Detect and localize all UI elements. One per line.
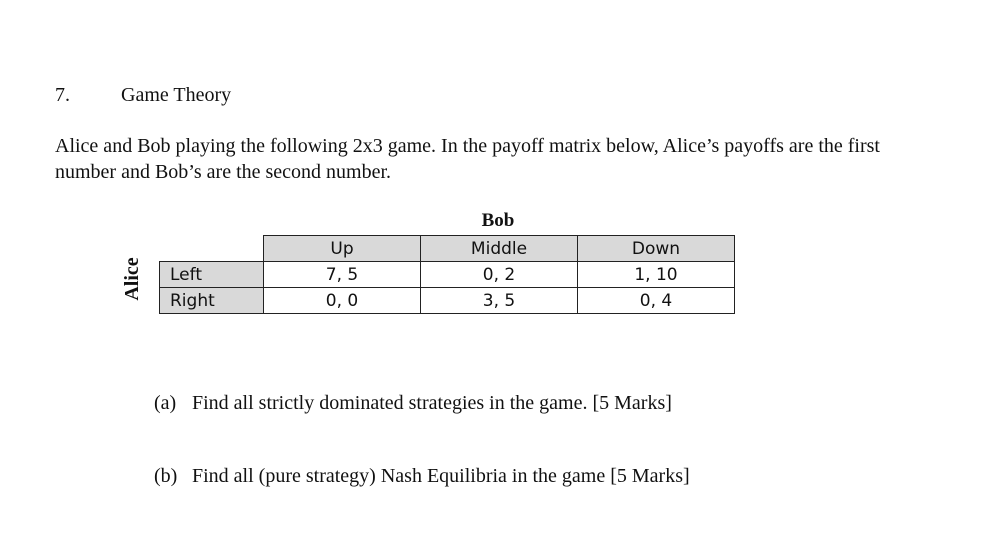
table-row <box>160 262 735 288</box>
column-header-up: Up <box>264 236 421 262</box>
column-header-down: Down <box>578 236 735 262</box>
part-b-tag: (b) <box>154 465 178 487</box>
part-a-text: Find all strictly dominated strategies in the game. [5 Marks] <box>192 392 672 414</box>
payoff-matrix <box>159 235 735 314</box>
table-row <box>160 288 735 314</box>
header-row <box>160 236 735 262</box>
payoff-cell: 0, 2 <box>421 262 578 288</box>
row-header-left: Left <box>160 262 264 288</box>
part-b <box>154 465 690 488</box>
payoff-cell: 3, 5 <box>421 288 578 314</box>
intro-paragraph: Alice and Bob playing the following 2x3 game. In the payoff matrix below, Alice’s payoffs are the first number and Bob’s are the second number. <box>55 135 880 183</box>
payoff-cell: 0, 0 <box>264 288 421 314</box>
question-number: 7. <box>55 84 70 106</box>
column-header-middle: Middle <box>421 236 578 262</box>
part-a <box>154 392 672 415</box>
row-player-label: Alice <box>121 257 143 301</box>
payoff-cell: 0, 4 <box>578 288 735 314</box>
column-player-label: Bob <box>481 210 515 231</box>
part-b-text: Find all (pure strategy) Nash Equilibria in the game [5 Marks] <box>192 465 690 487</box>
corner-cell <box>160 236 264 262</box>
part-a-tag: (a) <box>154 392 177 414</box>
payoff-cell: 1, 10 <box>578 262 735 288</box>
payoff-cell: 7, 5 <box>264 262 421 288</box>
question-title: Game Theory <box>121 84 232 106</box>
row-header-right: Right <box>160 288 264 314</box>
